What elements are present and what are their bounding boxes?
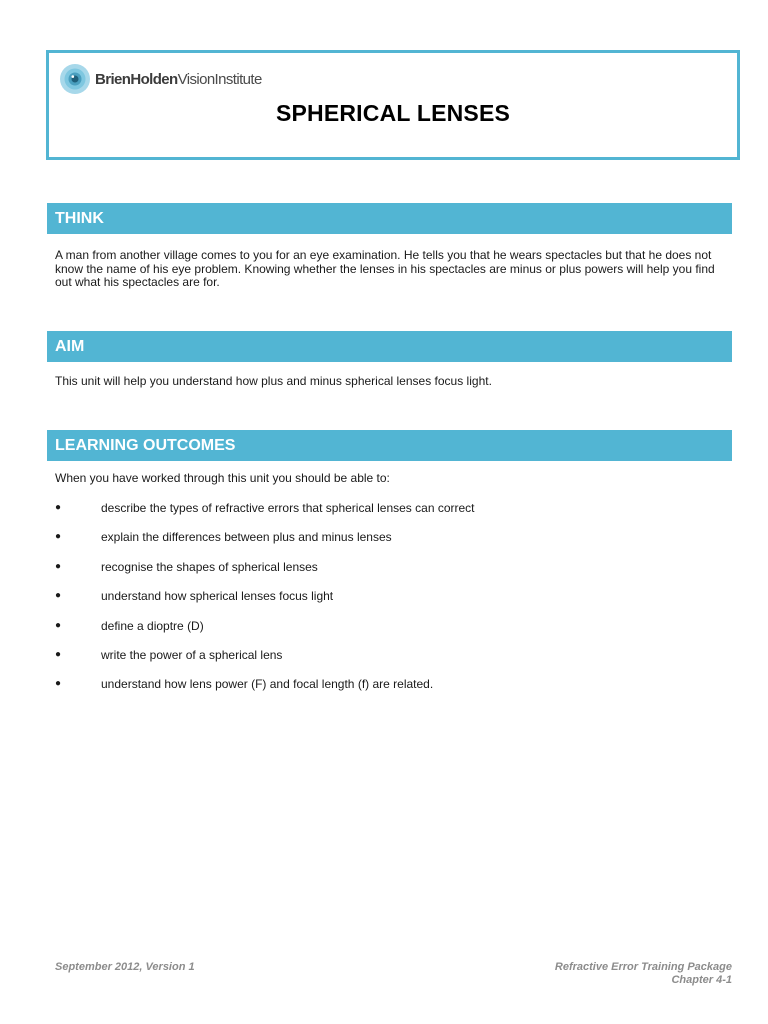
page-title: SPHERICAL LENSES [275,100,511,126]
list-item [55,560,727,589]
outcome-text: understand how lens power (F) and focal length (f) are related. [101,677,434,692]
bullet-icon: ● [55,678,62,690]
section-heading-aim: AIM [47,331,732,362]
section-heading-think: THINK [47,203,732,234]
outcome-text: describe the types of refractive errors that spherical lenses can correct [101,501,475,515]
bullet-icon: ● [55,619,62,631]
list-item [55,530,727,559]
footer-chapter: Chapter 4-1 [671,974,732,986]
bullet-icon: ● [55,648,62,660]
aim-paragraph: This unit will help you understand how plus and minus spherical lenses focus light. [55,374,492,388]
outcomes-intro: When you have worked through this unit you should be able to: [55,471,390,485]
bullet-icon: ● [55,502,62,513]
header-box [46,50,740,160]
footer-version: September 2012, Version 1 [55,961,195,973]
footer-package [555,961,732,987]
logo-brand-regular: VisionInstitute [177,70,262,88]
outcomes-list [55,501,727,707]
outcome-text: write the power of a spherical lens [101,647,283,662]
bullet-icon: ● [55,590,62,602]
list-item [55,589,727,618]
list-item [55,677,727,706]
outcome-text: recognise the shapes of spherical lenses [101,559,318,574]
bullet-icon: ● [55,531,62,543]
logo-text [95,71,262,88]
logo-brand-bold: BrienHolden [95,70,178,88]
list-item [55,501,727,530]
bullet-icon: ● [55,560,62,572]
list-item [55,648,727,677]
outcome-text: define a dioptre (D) [101,618,204,633]
eye-icon [59,63,91,95]
think-paragraph: A man from another village comes to you for an eye examination. He tells you that he wears spectacles but that he does not know the name of his eye problem. Knowing whether the lenses in his spectacles are minus or plus powers will help you find out what his spectacles are for. [55,248,715,289]
footer-package-title: Refractive Error Training Package [554,961,732,973]
section-heading-learning-outcomes: LEARNING OUTCOMES [47,430,732,461]
outcome-text: explain the differences between plus and minus lenses [101,530,392,545]
list-item [55,619,727,648]
outcome-text: understand how spherical lenses focus light [101,589,334,604]
logo [59,63,262,95]
